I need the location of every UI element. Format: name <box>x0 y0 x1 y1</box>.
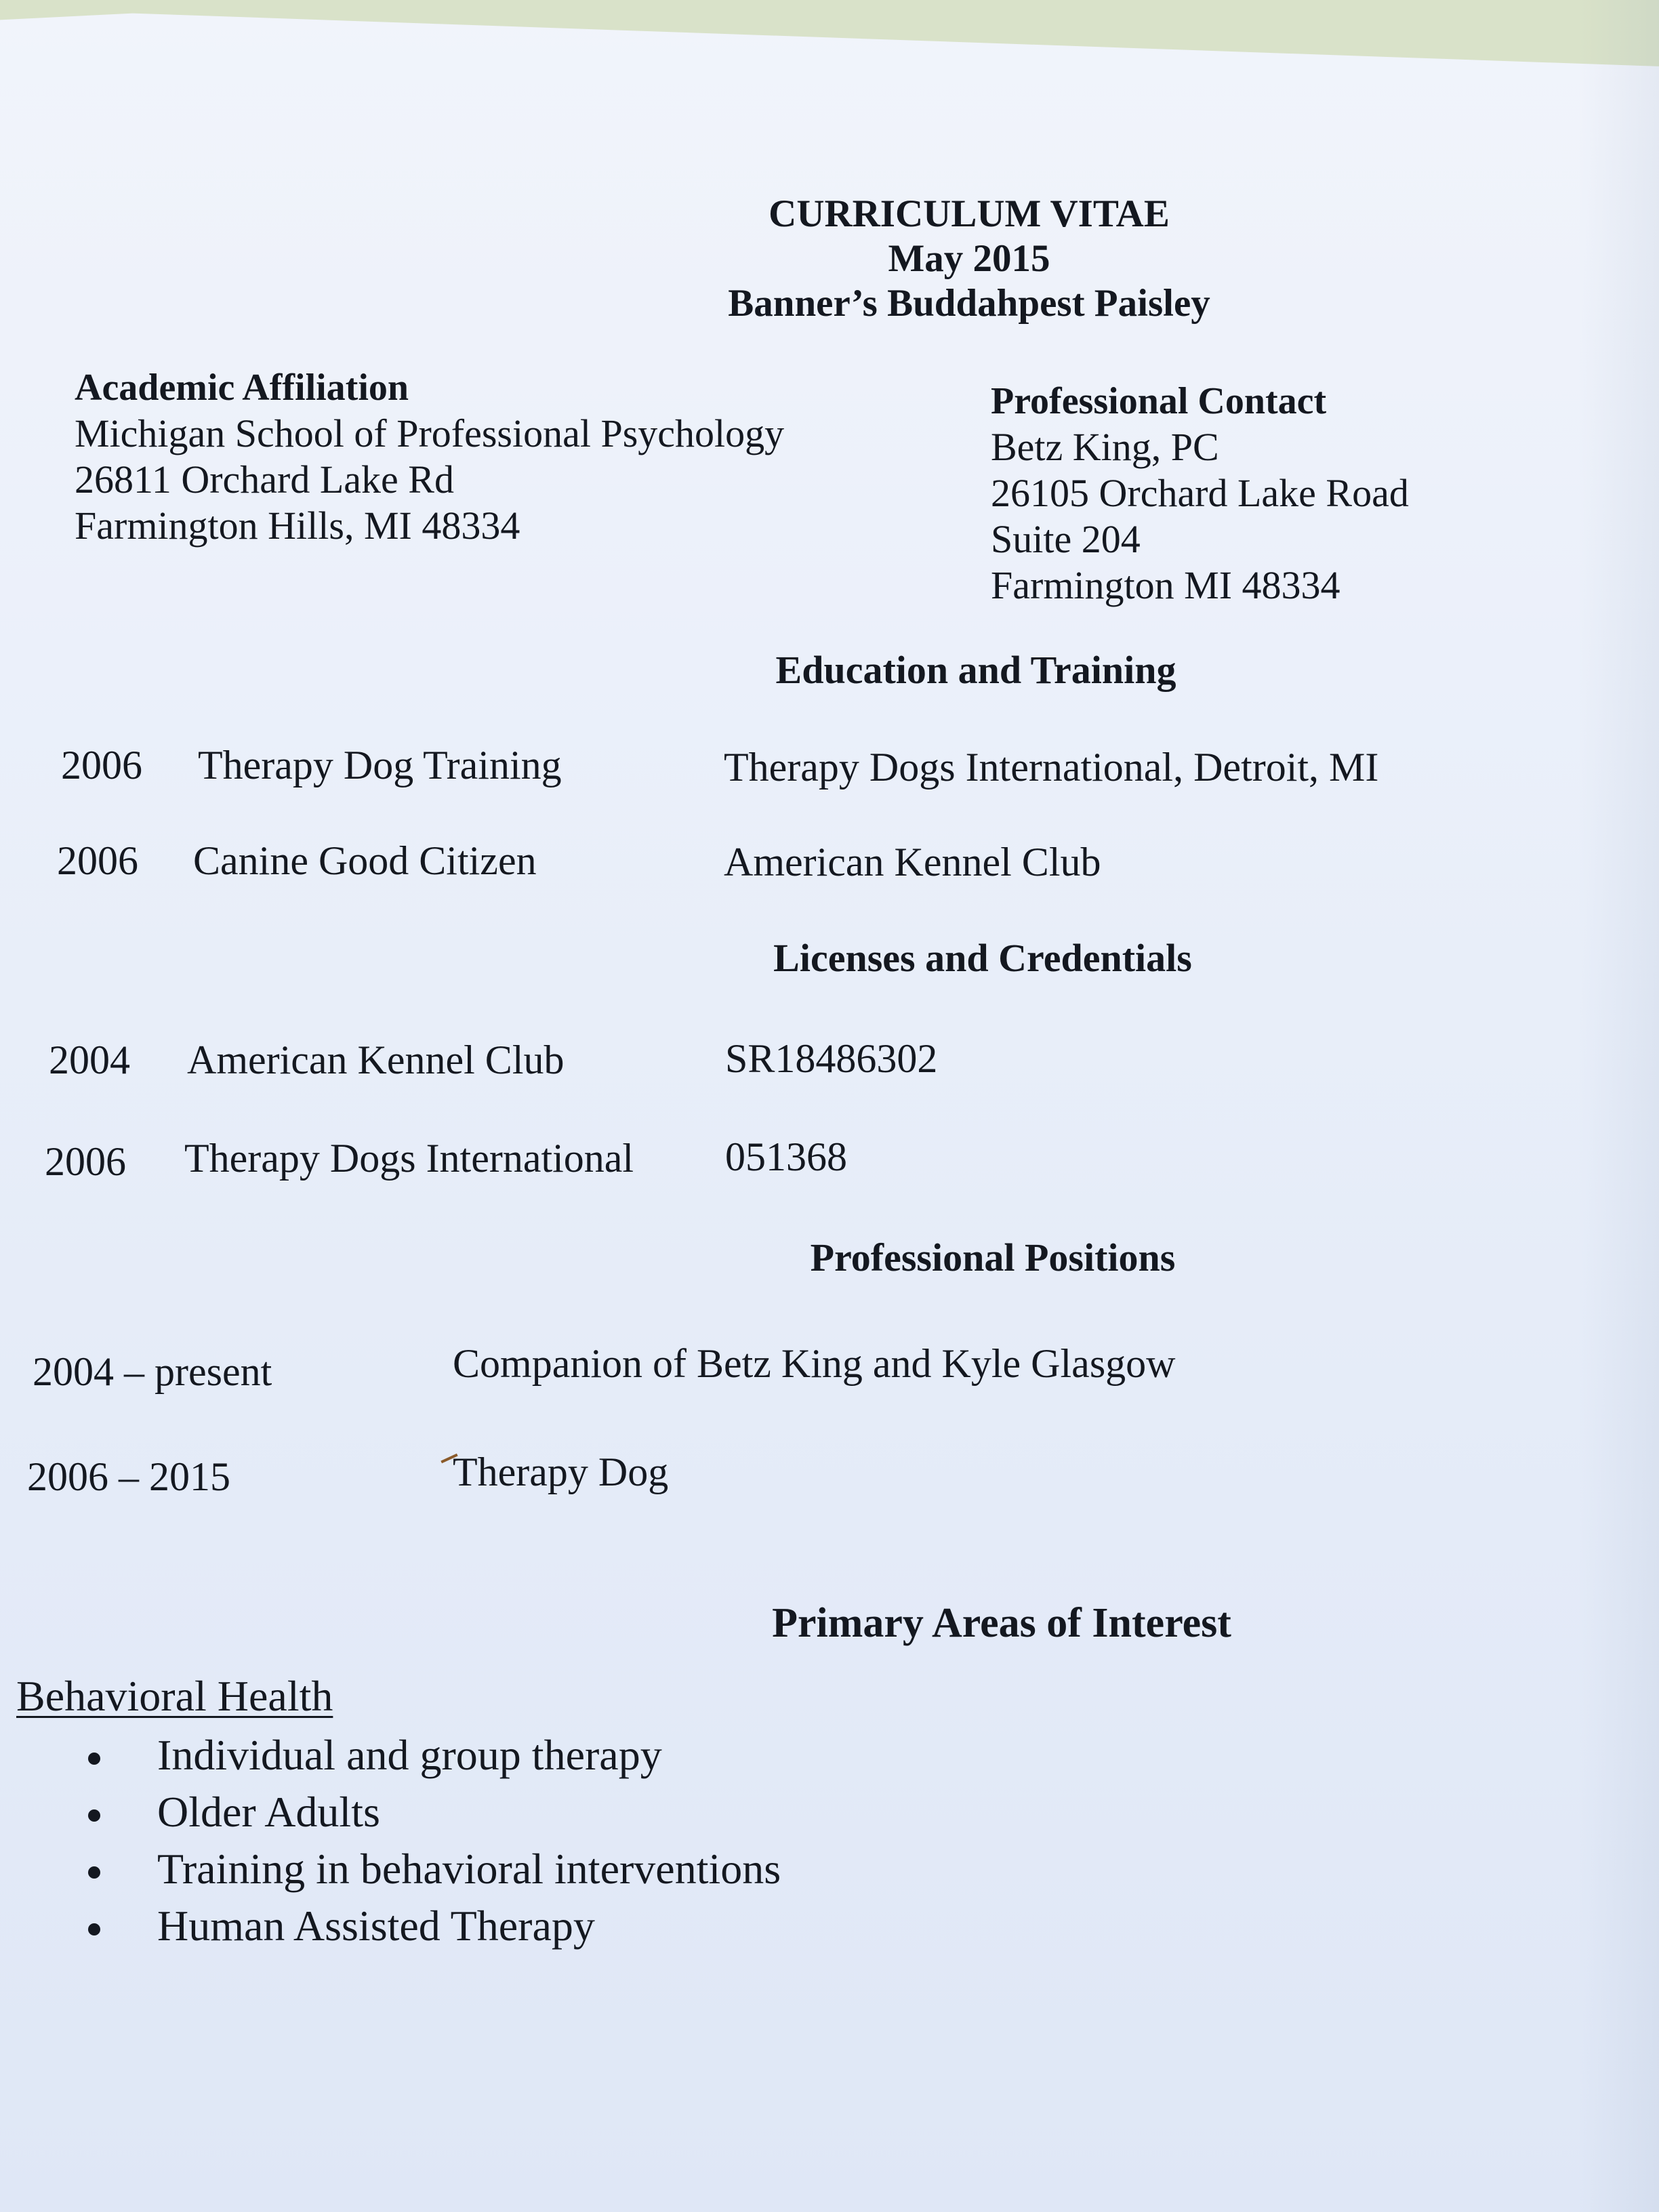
license-id: SR18486302 <box>725 1036 938 1081</box>
license-title: American Kennel Club <box>187 1038 565 1082</box>
education-heading: Education and Training <box>775 648 1176 692</box>
license-year: 2004 <box>49 1038 130 1082</box>
professional-contact-line: 26105 Orchard Lake Road <box>991 471 1409 515</box>
interest-item: Training in behavioral interventions <box>81 1841 781 1898</box>
document-date: May 2015 <box>888 237 1050 280</box>
position-role: Companion of Betz King and Kyle Glasgow <box>453 1341 1176 1386</box>
license-year: 2006 <box>45 1139 126 1184</box>
licenses-heading: Licenses and Credentials <box>773 936 1192 980</box>
education-title: Canine Good Citizen <box>193 838 537 883</box>
professional-contact-line: Suite 204 <box>991 517 1141 561</box>
education-year: 2006 <box>61 743 142 787</box>
interest-item: Human Assisted Therapy <box>81 1898 781 1954</box>
professional-contact <box>991 378 1409 609</box>
subject-name: Banner’s Buddahpest Paisley <box>728 282 1210 325</box>
academic-affiliation-line: Michigan School of Professional Psychology <box>75 411 785 455</box>
professional-contact-line: Farmington MI 48334 <box>991 563 1340 607</box>
position-years: 2006 – 2015 <box>27 1454 230 1499</box>
document-header <box>562 192 1376 326</box>
paper-shadow <box>1578 0 1659 2212</box>
education-org: American Kennel Club <box>724 840 1101 884</box>
interest-item: Individual and group therapy <box>81 1727 781 1784</box>
education-year: 2006 <box>57 838 138 883</box>
license-id: 051368 <box>725 1134 847 1179</box>
interests-list <box>81 1727 781 1954</box>
position-role: Therapy Dog <box>453 1450 669 1494</box>
license-title: Therapy Dogs International <box>184 1136 634 1181</box>
professional-contact-label: Professional Contact <box>991 380 1327 422</box>
academic-affiliation-line: 26811 Orchard Lake Rd <box>75 457 454 501</box>
academic-affiliation-line: Farmington Hills, MI 48334 <box>75 504 520 548</box>
professional-contact-line: Betz King, PC <box>991 425 1219 469</box>
document-title: CURRICULUM VITAE <box>769 192 1170 235</box>
interests-heading: Primary Areas of Interest <box>772 1600 1231 1646</box>
education-org: Therapy Dogs International, Detroit, MI <box>724 745 1379 790</box>
interest-item: Older Adults <box>81 1784 781 1841</box>
academic-affiliation-label: Academic Affiliation <box>75 367 409 409</box>
position-years: 2004 – present <box>33 1349 272 1394</box>
education-title: Therapy Dog Training <box>198 743 562 787</box>
interests-category: Behavioral Health <box>16 1672 333 1720</box>
academic-affiliation <box>75 365 784 549</box>
positions-heading: Professional Positions <box>810 1235 1176 1279</box>
